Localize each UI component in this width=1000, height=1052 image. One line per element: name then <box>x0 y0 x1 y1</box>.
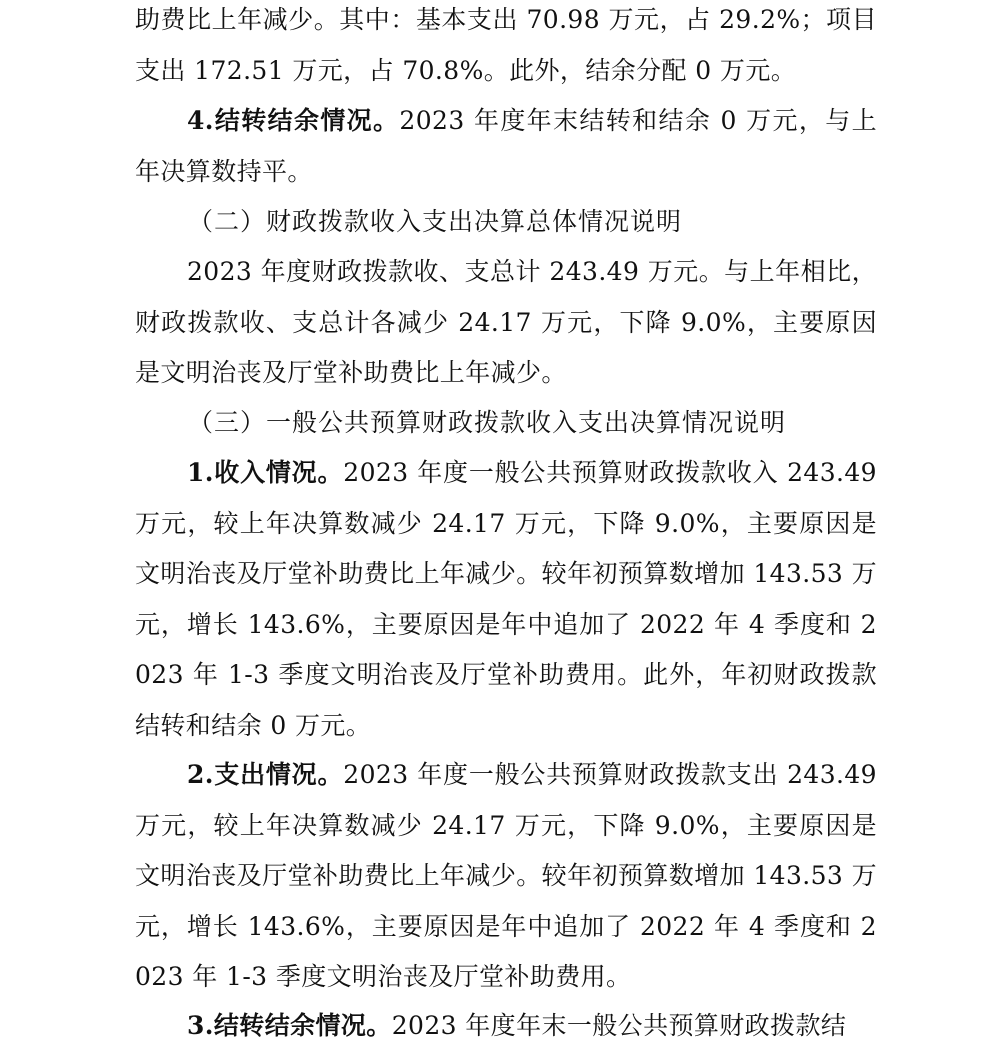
paragraph-text: 2023 年度年末结转和结余 0 万元，与上年决算数持平。 <box>135 106 878 186</box>
paragraph-text: 2023 年度财政拨款收、支总计 243.49 万元。与上年相比，财政拨款收、支总计各减少 24.17 万元，下降 9.0%，主要原因是文明治丧及厅堂补助费比上年减少。 <box>135 257 877 387</box>
paragraph-expense <box>135 750 877 1003</box>
paragraph-text: 2023 年度年末一般公共预算财政拨款结 <box>391 1011 847 1040</box>
paragraph-carryover-balance <box>135 96 877 197</box>
paragraph-lead-heading: 4.结转结余情况。 <box>187 106 400 135</box>
paragraph-text: 助费比上年减少。其中：基本支出 70.98 万元，占 29.2%；项目支出 172.51 万元，占 70.8%。此外，结余分配 0 万元。 <box>135 5 877 85</box>
paragraph-lead-heading: 3.结转结余情况。 <box>187 1011 392 1040</box>
paragraph-lead-heading: 1.收入情况。 <box>187 458 344 487</box>
section-heading-3: （三）一般公共预算财政拨款收入支出决算情况说明 <box>188 408 787 437</box>
paragraph-income <box>135 448 877 751</box>
section-heading-2: （二）财政拨款收入支出决算总体情况说明 <box>188 207 683 236</box>
paragraph-text: 2023 年度一般公共预算财政拨款收入 243.49 万元，较上年决算数减少 24.17 万元，下降 9.0%，主要原因是文明治丧及厅堂补助费比上年减少。较年初预算数增加 143.53 万元，增长 143.6%，主要原因是年中追加了 2022 年 4 季度和 2023 年 1-3 季度文明治丧及厅堂补助费用。此外，年初财政拨款结转和结余 0 万元。 <box>135 458 877 740</box>
paragraph-fiscal-total <box>135 247 877 399</box>
paragraph-text: 2023 年度一般公共预算财政拨款支出 243.49 万元，较上年决算数减少 24.17 万元，下降 9.0%，主要原因是文明治丧及厅堂补助费比上年减少。较年初预算数增加 143.53 万元，增长 143.6%，主要原因是年中追加了 2022 年 4 季度和 2023 年 1-3 季度文明治丧及厅堂补助费用。 <box>135 760 877 991</box>
paragraph-expense-summary-continued <box>135 0 877 96</box>
paragraph-lead-heading: 2.支出情况。 <box>187 760 344 789</box>
